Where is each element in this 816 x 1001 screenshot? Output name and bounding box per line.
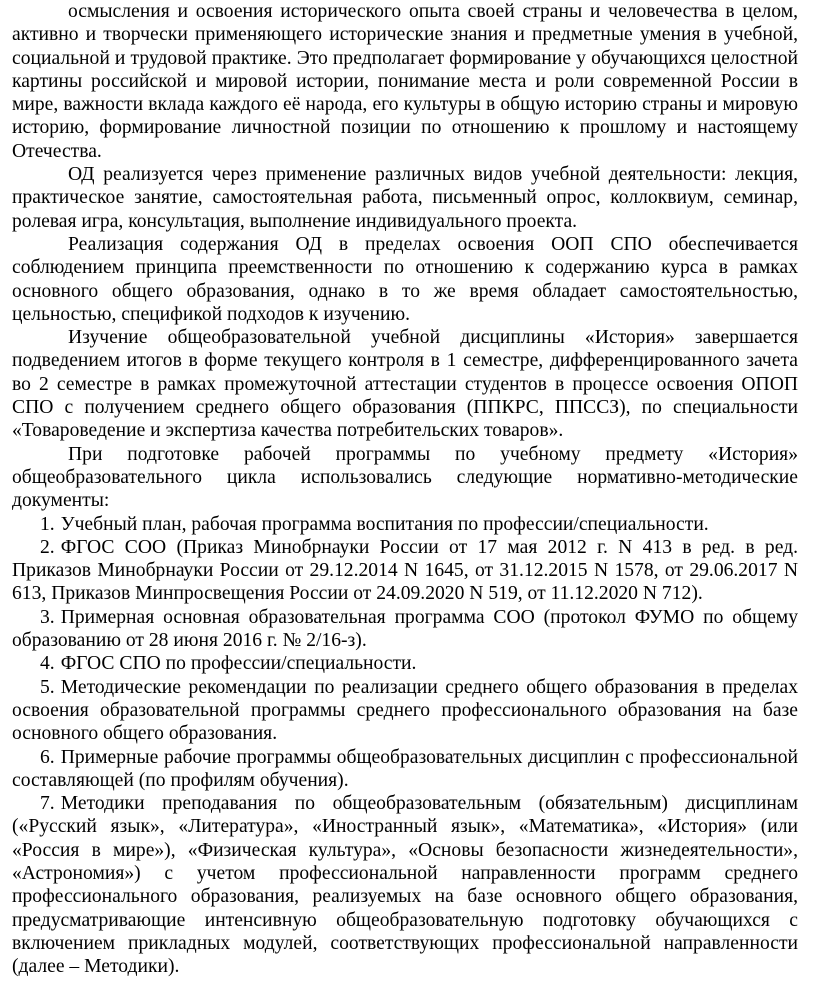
paragraph-implementation: Реализация содержания ОД в пределах освоения ООП СПО обеспечивается соблюдением принципа преемственности по отношению к содержанию курса в рамках основного общего образования, однако в то же время обладает самостоятельностью, цельностью, спецификой подходов к изучению. (12, 233, 798, 325)
paragraph-assessment: Изучение общеобразовательной учебной дисциплины «История» завершается подведением итогов в форме текущего контроля в 1 семестре, дифференцированного зачета во 2 семестре в рамках промежуточной аттестации студентов в процессе освоения ОПОП СПО с получением среднего общего образования (ППКРС, ППССЗ), по специальности «Товароведение и экспертиза качества потребительских товаров». (12, 327, 798, 442)
list-item (12, 513, 798, 536)
document-page (12, 0, 798, 978)
list-item (12, 652, 798, 675)
list-item-number: 1. (40, 513, 55, 535)
list-item-number: 2. (40, 536, 55, 558)
list-item (12, 676, 798, 746)
list-item (12, 606, 798, 653)
list-item (12, 536, 798, 606)
paragraph-activities: ОД реализуется через применение различных видов учебной деятельности: лекция, практическое занятие, самостоятельная работа, письменный опрос, коллоквиум, семинар, ролевая игра, консультация, выполнение индивидуального проекта. (12, 164, 798, 232)
list-item (12, 792, 798, 978)
paragraph-documents-intro: При подготовке рабочей программы по учебному предмету «История» общеобразовательного цикла использовались следующие нормативно-методические документы: (12, 443, 798, 512)
list-item-number: 4. (40, 653, 55, 675)
list-item-number: 7. (40, 793, 55, 815)
list-item-number: 6. (40, 746, 55, 768)
list-item-number: 5. (40, 676, 55, 698)
list-item-text: ФГОС СПО по профессии/специальности. (60, 653, 417, 675)
list-item-text: ФГОС СОО (Приказ Минобрнауки России от 17 мая 2012 г. N 413 в ред. в ред. Приказов Минобрнауки России от 29.12.2014 N 1645, от 31.12.2015 N 1578, от 29.06.2017 N 613, Приказов Минпросвещения России от 24.09.2020 N 519, от 11.12.2020 N 712). (12, 536, 798, 605)
list-item-text: Учебный план, рабочая программа воспитания по профессии/специальности. (60, 513, 709, 535)
list-item (12, 746, 798, 793)
list-item-text: Методики преподавания по общеобразовательным (обязательным) дисциплинам («Русский язык», «Литература», «Иностранный язык», «Математика», «История» (или «Россия в мире»), «Физическая культура», «Основы безопасности жизнедеятельности», «Астрономия») с учетом профессиональной направленности программ среднего профессионального образования, реализуемых на базе основного общего образования, предусматривающие интенсивную общеобразовательную подготовку обучающихся с включением прикладных модулей, соответствующих профессиональной направленности (далее – Методики). (12, 793, 798, 978)
list-item-text: Примерные рабочие программы общеобразовательных дисциплин с профессиональной составляющей (по профилям обучения). (12, 746, 798, 791)
paragraph-intro-continuation: осмысления и освоения исторического опыта своей страны и человечества в целом, активно и творчески применяющего исторические знания и предметные умения в учебной, социальной и трудовой практике. Это предполагает формирование у обучающихся целостной картины российской и мировой истории, понимание места и роли современной России в мире, важности вклада каждого её народа, его культуры в общую историю страны и мировую историю, формирование личностной позиции по отношению к прошлому и настоящему Отечества. (12, 1, 798, 162)
list-item-number: 3. (40, 606, 55, 628)
list-item-text: Методические рекомендации по реализации среднего общего образования в пределах освоения образовательной программы среднего профессионального образования на базе основного общего образования. (12, 676, 798, 745)
list-item-text: Примерная основная образовательная программа СОО (протокол ФУМО по общему образованию от 28 июня 2016 г. № 2/16-з). (12, 606, 798, 652)
